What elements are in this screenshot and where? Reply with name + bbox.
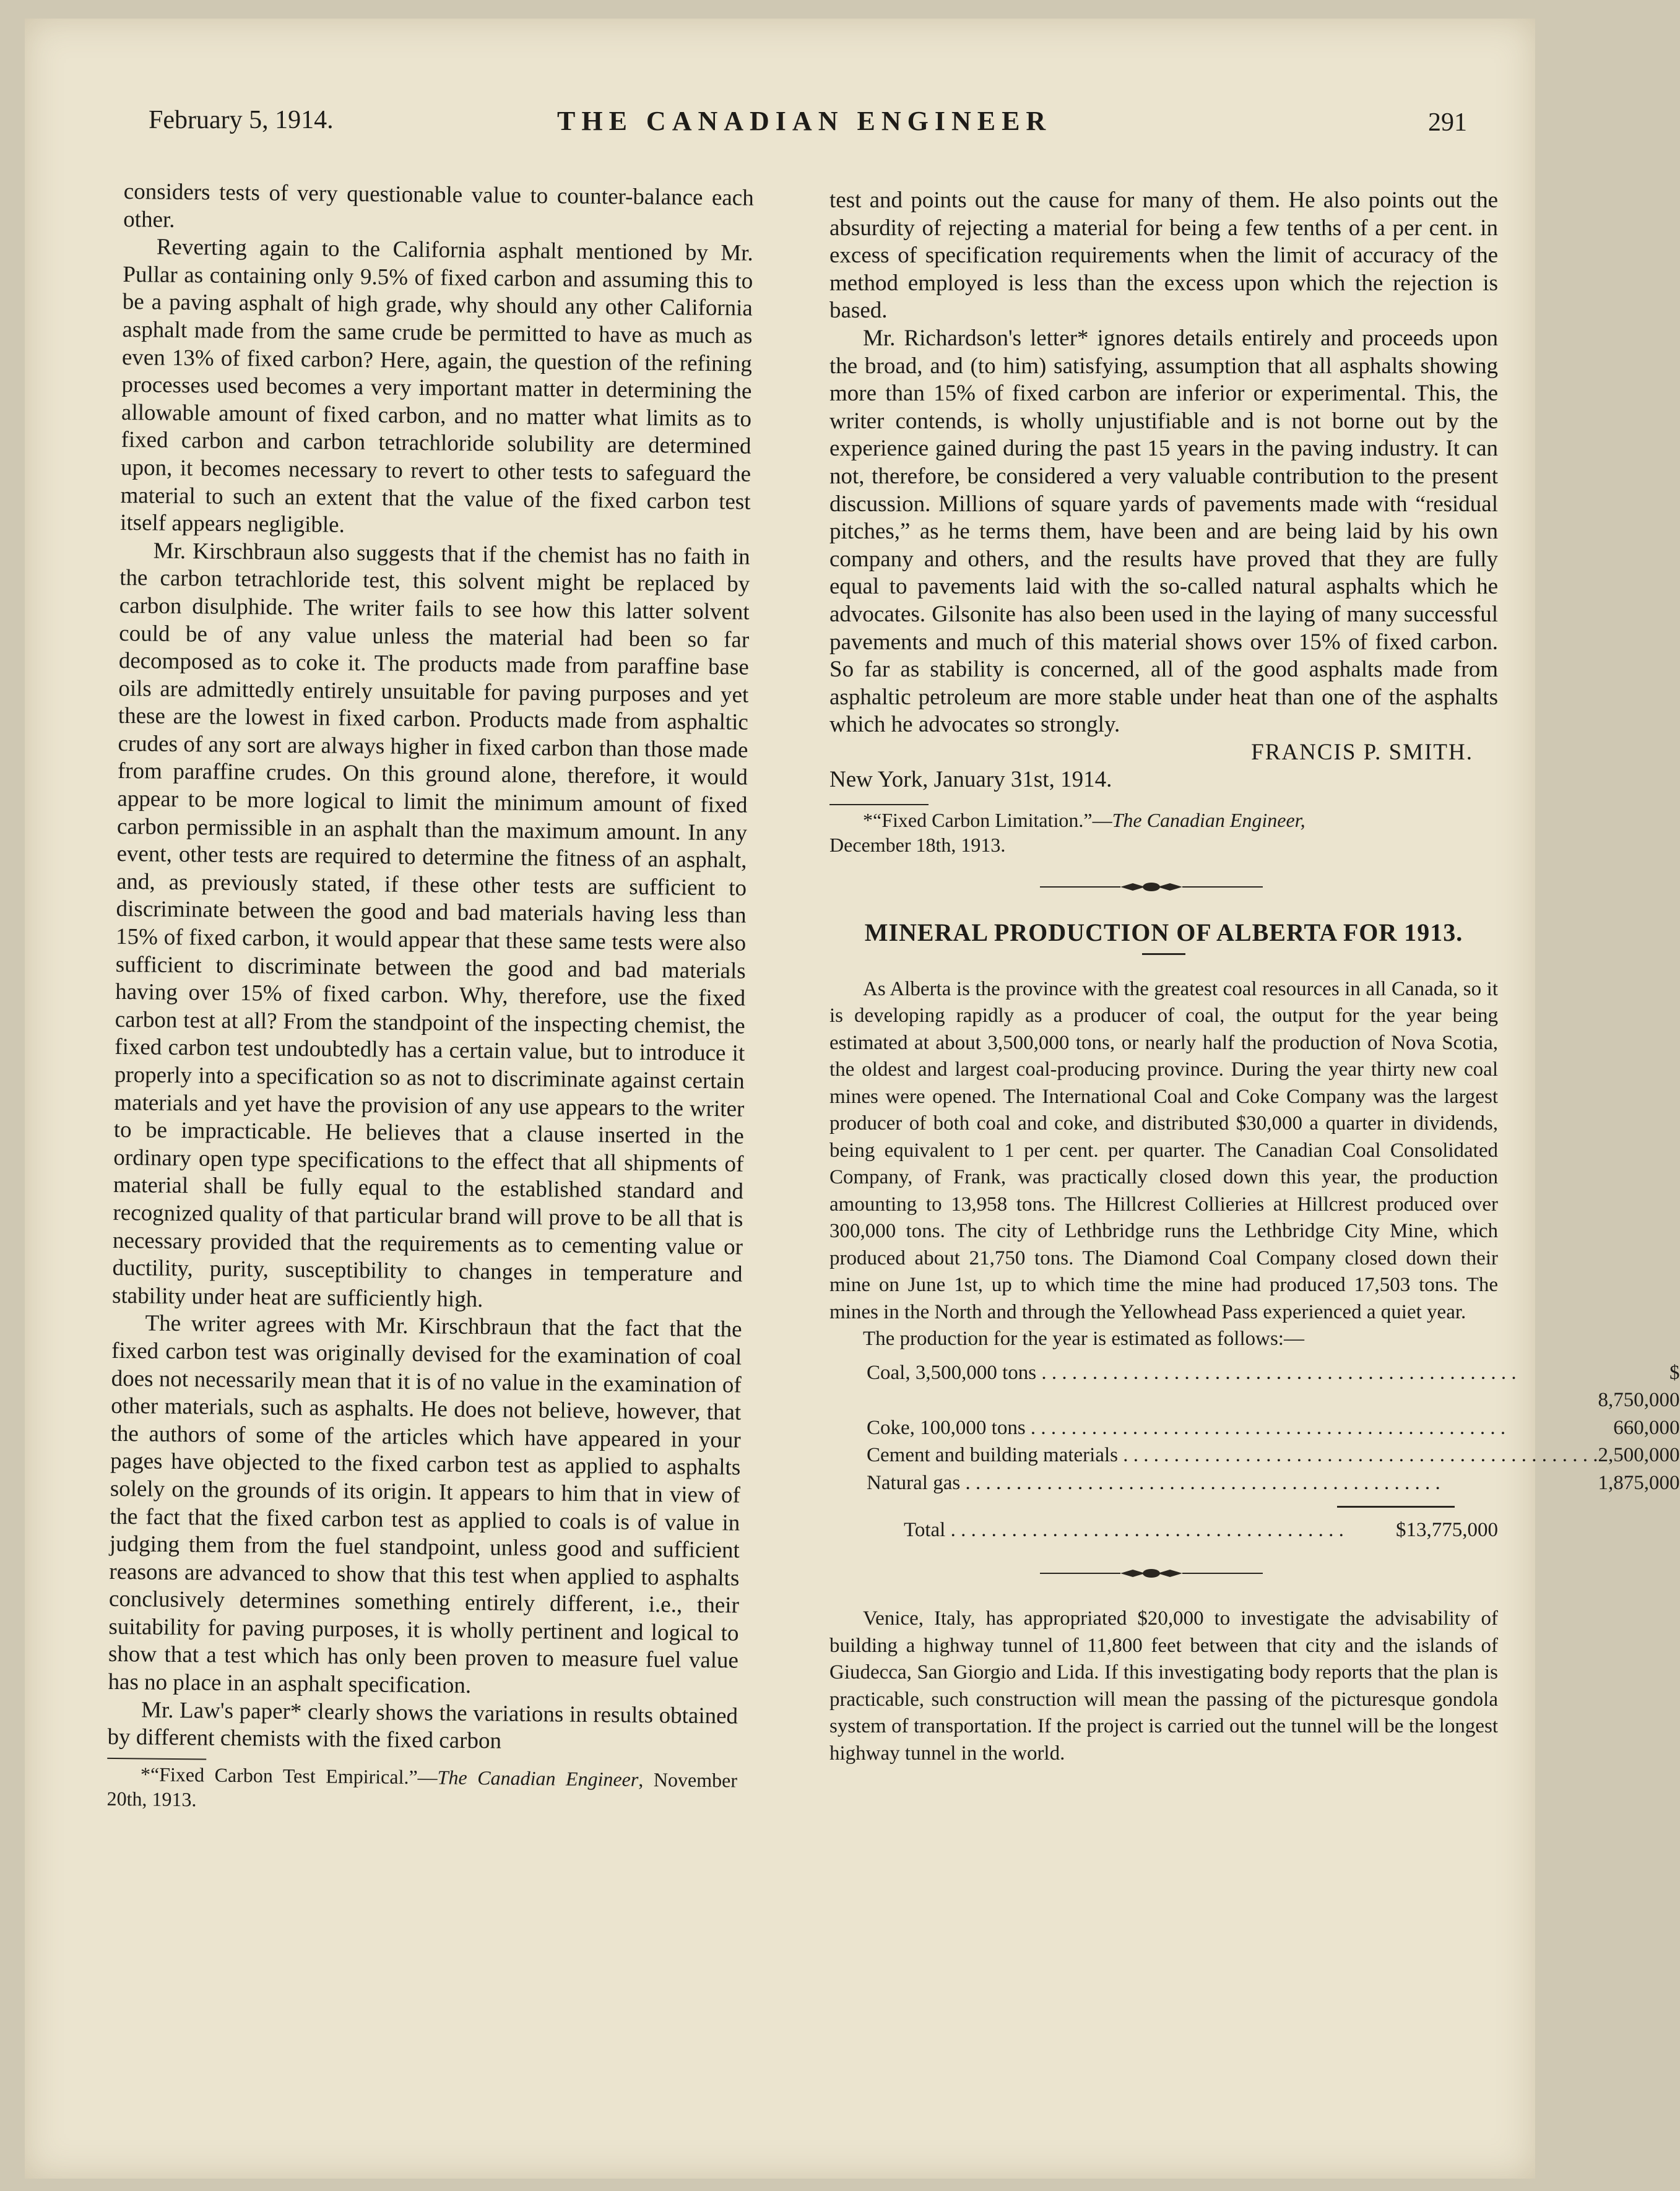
production-item: Cement and building materials: [867, 1444, 1118, 1467]
footnote: [829, 808, 1498, 857]
place-date: New York, January 31st, 1914.: [829, 767, 1112, 793]
total-label-cell: Total . . . . . . . . . . . . . . . . . . . . . . . . . . . . . . . . . . . . . . .: [904, 1518, 1344, 1541]
production-item: Coal, 3,500,000 tons: [867, 1361, 1037, 1384]
table-row: [867, 1469, 1680, 1497]
paragraph: Mr. Richardson's letter* ignores details entirely and proceeds upon the broad, and (to him) satisfying, assumption that all asphalts showing more than 15% of fixed carbon are inferior or experimental. This, the writer contends, is wholly unjustifiable and is not borne out by the experience gained during the past 15 years in the paving industry. It can not, therefore, be considered a very valuable contribution to the present discussion. Millions of square yards of pavements made with “residual pitches,” as he terms them, have been and are being laid by his own company and others, and the results have proved that they are fully equal to pavements laid with the so-called natural asphalts which he advocates. Gilsonite has also been used in the laying of many successful pavements and much of this material shows over 15% of fixed carbon. So far as stability is concerned, all of the good asphalts made from asphaltic petroleum are more stable under heat than one of the asphalts which he advocates so strongly.: [829, 325, 1498, 738]
item-cell: Coal, 3,500,000 tons . . . . . . . . . . . . . . . . . . . . . . . . . . . . . . . . . . . . . . . . . . . . . . .: [867, 1361, 1517, 1384]
issue-date: February 5, 1914.: [149, 106, 334, 134]
author-signature: FRANCIS P. SMITH.: [1251, 739, 1473, 765]
section-ornament: [829, 1561, 1498, 1588]
paragraph: Mr. Law's paper* clearly shows the variations in results obtained by different chemists with the fixed carbon: [107, 1697, 738, 1754]
table-row: [867, 1441, 1680, 1469]
production-total: [867, 1516, 1498, 1544]
page-header: [149, 105, 1467, 142]
production-amount: 1,875,000: [1598, 1472, 1680, 1495]
paragraph: test and points out the cause for many of them. He also points out the absurdity of rejecting a material for being a few tenths of a per cent. in excess of specification requirements when the limit of accuracy of the method employed is less than the excess upon which the rejection is based.: [829, 188, 1498, 324]
production-amount: 2,500,000: [1598, 1444, 1680, 1467]
item-cell: Cement and building materials . . . . . . . . . . . . . . . . . . . . . . . . . . . . . . . . . . . . . . . . . . . . . . .: [867, 1444, 1598, 1467]
footnote-date: , November 20th, 1913.: [106, 1768, 738, 1811]
paragraph: Mr. Kirschbraun also suggests that if the chemist has no faith in the carbon tetrachloride test, this solvent might be replaced by carbon disulphide. The writer fails to see how this latter solvent could be of any value unless the material had been so far decomposed as to coke it. The products made from paraffine base oils are admittedly entirely unsuitable for paving purposes and yet these are the lowest in fixed carbon. Products made from asphaltic crudes of any sort are always higher in fixed carbon than those made from paraffine crudes. On this ground alone, therefore, it would appear to be more logical to limit the minimum amount of fixed carbon permissible in an asphalt than the maximum amount. In any event, other tests are required to determine the fitness of an asphalt, and, as previously stated, if these other tests are sufficient to discriminate between the good and bad materials having less than 15% of fixed carbon, it would appear that these same tests were also sufficient to discriminate between the good and bad materials having over 15% of fixed carbon. Why, therefore, use the fixed carbon test at all? From the standpoint of the inspecting chemist, the fixed carbon test undoubtedly has a certain value, but to introduce it properly into a specification so as not to discriminate against certain materials and yet have the provision of any use appears to the writer to be impracticable. He believes that a clause inserted in the ordinary open type specifications to the effect that all shipments of material shall be fully equal to the established standard and recognized quality of that particular brand will prove to be all that is necessary provided that the requirements as to cementing value or ductility, purity, susceptibility to changes in temperature and stability under heat are sufficiently high.: [111, 538, 750, 1312]
production-table: [867, 1359, 1680, 1497]
footnote-title: *“Fixed Carbon Limitation.”—: [863, 809, 1112, 832]
footnote-journal: The Canadian Engineer: [437, 1766, 639, 1791]
paragraph: As Alberta is the province with the greatest coal resources in all Canada, so it is developing rapidly as a producer of coal, the output for the year being estimated at about 3,500,000 tons, or nearly half the production of Nova Scotia, the oldest and largest coal-producing province. During the year thirty new coal mines were opened. The International Coal and Coke Company was the largest producer of both coal and coke, and distributed $30,000 a quarter in dividends, being equivalent to 1 per cent. per quarter. The Canadian Coal Consolidated Company, of Frank, was practically closed down this year, the production amounting to 13,958 tons. The Hillcrest Collieries at Hillcrest produced over 300,000 tons. The city of Lethbridge runs the Lethbridge City Mine, which produced about 21,750 tons. The Diamond Coal Company closed down their mine on June 1st, up to which time the mine had produced 17,503 tons. The mines in the North and through the Yellowhead Pass experienced a quiet year.: [829, 977, 1498, 1323]
production-amount: $ 8,750,000: [1598, 1361, 1680, 1412]
paragraph: The writer agrees with Mr. Kirschbraun that the fact that the fixed carbon test was originally devised for the examination of coal does not necessarily mean that it is of no value in the examination of other materials, such as asphalts. He does not believe, however, that the authors of some of the articles which have appeared in your pages have objected to the fixed carbon test as applied to asphalts solely on the grounds of its origin. It appears to him that in view of the fact that the fixed carbon test as applied to coals is of value in judging them from the fuel standpoint, unless good and sufficient reasons are advanced to show that this test when applied to asphalts conclusively determines something entirely different, i.e., their suitability for paving purposes, it is wholly pertinent and logical to show that a test which has only been proven to measure fuel value has no place in an asphalt specification.: [108, 1310, 742, 1699]
paragraph: Reverting again to the California asphalt mentioned by Mr. Pullar as containing only 9.5% of fixed carbon and assuming this to be a paving asphalt of high grade, why should any other California asphalt made from the same crude be permitted to have as much as even 13% of fixed carbon? Here, again, the question of the refining processes used becomes a very important matter in determining the allowable amount of fixed carbon, and no matter what limits as to fixed carbon and carbon tetrachloride solubility are determined upon, it becomes necessary to revert to other tests to safeguard the material to such an extent that the value of the fixed carbon test itself appears negligible.: [119, 234, 753, 538]
table-intro: The production for the year is estimated as follows:—: [863, 1328, 1304, 1350]
table-row: [867, 1516, 1498, 1544]
left-column: [106, 178, 754, 1817]
headline-rule: [1142, 953, 1185, 955]
right-column: [829, 187, 1680, 1767]
table-row: [867, 1414, 1680, 1442]
item-cell: Natural gas . . . . . . . . . . . . . . . . . . . . . . . . . . . . . . . . . . . . . . . . . . . . . . .: [867, 1472, 1440, 1495]
article-headline: MINERAL PRODUCTION OF ALBERTA FOR 1913.: [864, 918, 1463, 947]
paragraph: Venice, Italy, has appropriated $20,000 to investigate the advisability of building a highway tunnel of 11,800 feet between that city and the islands of Giudecca, San Giorgio and Lida. If this investigating body reports that the plan is practicable, such construction will mean the passing of the picturesque gondola system of transportation. If the project is carried out the tunnel will be the longest highway tunnel in the world.: [829, 1607, 1498, 1765]
table-row: [867, 1359, 1680, 1414]
item-cell: Coke, 100,000 tons . . . . . . . . . . . . . . . . . . . . . . . . . . . . . . . . . . . . . . . . . . . . . . .: [867, 1416, 1506, 1439]
footnote-rule: [829, 804, 929, 805]
total-amount: $13,775,000: [1396, 1518, 1498, 1541]
production-amount: 660,000: [1613, 1416, 1680, 1439]
paragraph: considers tests of very questionable value to counter-balance each other.: [123, 178, 754, 233]
footnote-title: *“Fixed Carbon Test Empirical.”—: [140, 1763, 438, 1789]
total-label: Total: [904, 1518, 946, 1541]
footnote: [106, 1761, 737, 1818]
total-rule: [1337, 1506, 1455, 1508]
production-item: Coke, 100,000 tons: [867, 1416, 1026, 1439]
footnote-rule: [107, 1758, 206, 1760]
magazine-page: [25, 19, 1680, 2179]
footnote-journal: The Canadian Engineer,: [1112, 809, 1305, 832]
section-ornament: [829, 875, 1498, 902]
production-item: Natural gas: [867, 1472, 961, 1495]
masthead: THE CANADIAN ENGINEER: [557, 106, 1052, 136]
page-number: 291: [1428, 108, 1467, 137]
footnote-date: December 18th, 1913.: [829, 834, 1006, 857]
